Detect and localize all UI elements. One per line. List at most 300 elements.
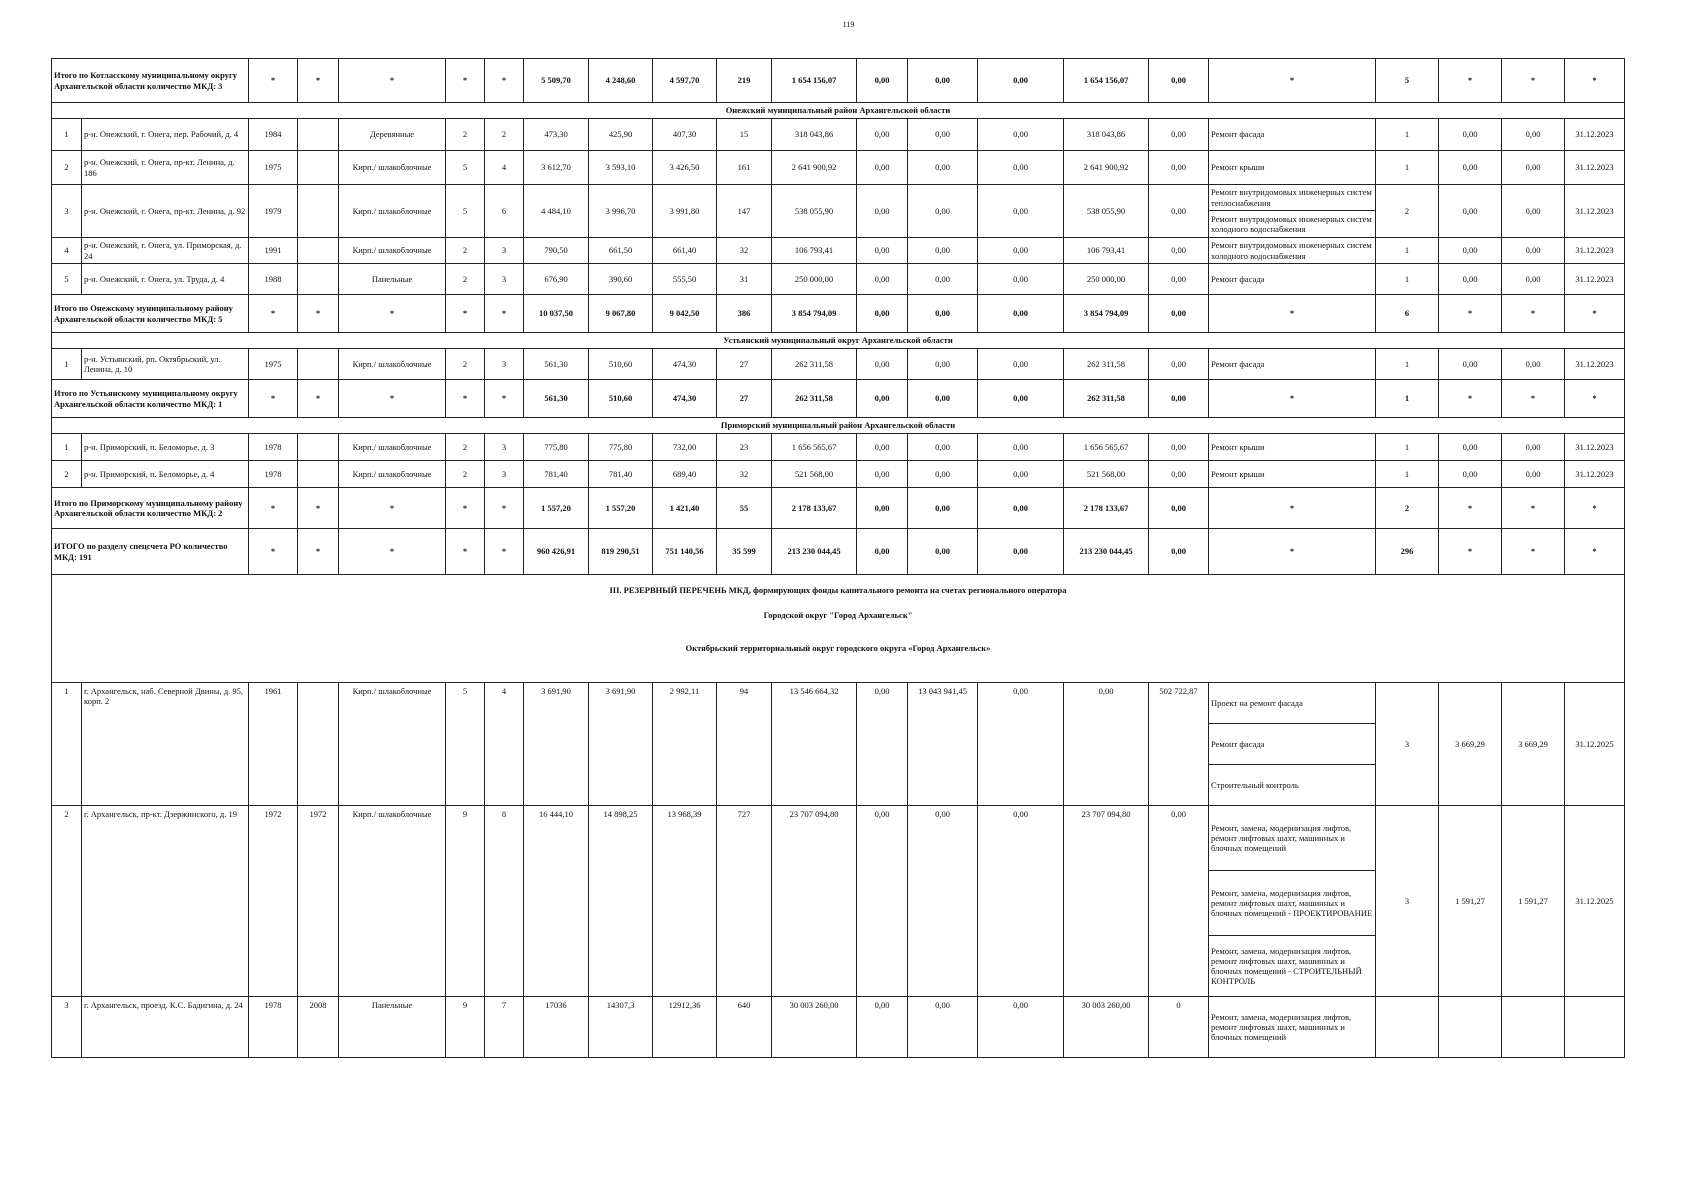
entrances: 3 [485, 349, 524, 380]
build-year: 1988 [249, 264, 298, 295]
entrances: 4 [485, 151, 524, 185]
total-value: 10 037,50 [524, 295, 589, 333]
fund-regional: 0,00 [908, 806, 978, 997]
renovation-year [298, 349, 339, 380]
total-value: 386 [717, 295, 772, 333]
row-number: 4 [52, 238, 82, 264]
total-value: 3 854 794,09 [1064, 295, 1149, 333]
total-value: 1 421,40 [653, 488, 717, 529]
fund-local: 0,00 [978, 119, 1064, 151]
fund-other: 0,00 [1149, 185, 1209, 238]
total-value: * [298, 380, 339, 418]
premises-area: 3 996,70 [589, 185, 653, 238]
house-address: г. Архангельск, наб. Северной Двины, д. 95, корп. 2 [82, 683, 249, 806]
fund-owners: 262 311,58 [1064, 349, 1149, 380]
fund-owners: 521 568,00 [1064, 461, 1149, 488]
total-value: * [1439, 295, 1502, 333]
work-types [1209, 806, 1376, 997]
total-value: 0,00 [908, 488, 978, 529]
residential-area: 407,30 [653, 119, 717, 151]
unit-cost-limit: 0,00 [1502, 349, 1565, 380]
work-count: 1 [1376, 434, 1439, 461]
reserve-section-header [52, 575, 1625, 683]
unit-cost-limit: 0,00 [1502, 461, 1565, 488]
completion-date: 31.12.2023 [1565, 434, 1625, 461]
fund-federal: 0,00 [857, 434, 908, 461]
fund-regional: 0,00 [908, 264, 978, 295]
total-value: * [1209, 380, 1376, 418]
house-row [52, 238, 1625, 264]
total-area: 3 691,90 [524, 683, 589, 806]
residential-area: 3 991,80 [653, 185, 717, 238]
work-type-item: Ремонт крыши [1211, 162, 1265, 173]
total-value: 0,00 [978, 380, 1064, 418]
total-row [52, 380, 1625, 418]
work-type-item: Ремонт фасада [1211, 273, 1265, 284]
work-type-item: Ремонт крыши [1211, 441, 1265, 452]
fund-regional: 0,00 [908, 434, 978, 461]
fund-regional: 13 043 941,45 [908, 683, 978, 806]
total-value: 0,00 [1149, 59, 1209, 103]
total-value: 219 [717, 59, 772, 103]
fund-other: 0,00 [1149, 434, 1209, 461]
total-value: * [249, 295, 298, 333]
reserve-district: Октябрьский территориальный округ городского округа «Город Архангельск» [685, 643, 991, 653]
work-types [1209, 997, 1376, 1058]
completion-date: 31.12.2025 [1565, 806, 1625, 997]
premises-area: 14307,3 [589, 997, 653, 1058]
house-row [52, 997, 1625, 1058]
house-row [52, 119, 1625, 151]
work-count: 2 [1376, 185, 1439, 238]
total-area: 781,40 [524, 461, 589, 488]
fund-owners: 23 707 094,80 [1064, 806, 1149, 997]
total-value: 0,00 [978, 295, 1064, 333]
repair-cost-total: 521 568,00 [772, 461, 857, 488]
total-area: 16 444,10 [524, 806, 589, 997]
total-value: * [1209, 295, 1376, 333]
unit-cost: 0,00 [1439, 238, 1502, 264]
entrances: 6 [485, 185, 524, 238]
total-value: 1 654 156,07 [772, 59, 857, 103]
total-value: * [1439, 59, 1502, 103]
total-value: 0,00 [857, 380, 908, 418]
total-value: * [1565, 295, 1625, 333]
total-value: * [485, 59, 524, 103]
residents-count: 32 [717, 461, 772, 488]
repair-cost-total: 30 003 260,00 [772, 997, 857, 1058]
total-area: 676,90 [524, 264, 589, 295]
premises-area: 425,90 [589, 119, 653, 151]
build-year: 1978 [249, 997, 298, 1058]
total-label: ИТОГО по разделу спецсчета РО количество МКД: 191 [52, 529, 249, 575]
work-type-item: Ремонт фасада [1209, 724, 1375, 765]
total-value: 1 [1376, 380, 1439, 418]
row-number: 3 [52, 185, 82, 238]
premises-area: 3 593,10 [589, 151, 653, 185]
fund-owners: 318 043,86 [1064, 119, 1149, 151]
unit-cost-limit: 0,00 [1502, 434, 1565, 461]
premises-area: 14 898,25 [589, 806, 653, 997]
renovation-year [298, 461, 339, 488]
repair-cost-total: 1 656 565,67 [772, 434, 857, 461]
total-value: * [249, 59, 298, 103]
total-value: * [339, 380, 446, 418]
house-address: р-н. Устьянский, рп. Октябрьский, ул. Ленина, д. 10 [82, 349, 249, 380]
build-year: 1975 [249, 349, 298, 380]
renovation-year [298, 238, 339, 264]
fund-local: 0,00 [978, 806, 1064, 997]
fund-federal: 0,00 [857, 806, 908, 997]
work-types [1209, 349, 1376, 380]
floors: 2 [446, 461, 485, 488]
total-value: * [1209, 529, 1376, 575]
fund-federal: 0,00 [857, 119, 908, 151]
renovation-year [298, 185, 339, 238]
fund-regional: 0,00 [908, 151, 978, 185]
capital-repair-table-sheet [51, 58, 1623, 1058]
total-value: * [298, 59, 339, 103]
total-area: 775,80 [524, 434, 589, 461]
total-value: 27 [717, 380, 772, 418]
total-value: 262 311,58 [772, 380, 857, 418]
total-area: 790,50 [524, 238, 589, 264]
completion-date: 31.12.2023 [1565, 264, 1625, 295]
renovation-year [298, 264, 339, 295]
total-value: 561,30 [524, 380, 589, 418]
repair-cost-total: 538 055,90 [772, 185, 857, 238]
unit-cost-limit [1502, 997, 1565, 1058]
entrances: 2 [485, 119, 524, 151]
entrances: 8 [485, 806, 524, 997]
total-value: * [446, 59, 485, 103]
house-row [52, 461, 1625, 488]
total-value: 819 290,51 [589, 529, 653, 575]
unit-cost: 1 591,27 [1439, 806, 1502, 997]
total-value: 0,00 [908, 59, 978, 103]
fund-local: 0,00 [978, 349, 1064, 380]
total-value: 0,00 [1149, 380, 1209, 418]
fund-federal: 0,00 [857, 185, 908, 238]
repair-cost-total: 318 043,86 [772, 119, 857, 151]
fund-other: 0,00 [1149, 238, 1209, 264]
row-number: 1 [52, 434, 82, 461]
total-row [52, 529, 1625, 575]
residents-count: 27 [717, 349, 772, 380]
total-value: 474,30 [653, 380, 717, 418]
house-address: р-н. Приморский, п. Беломорье, д. 4 [82, 461, 249, 488]
section-header: Приморский муниципальный район Архангельской области [52, 418, 1625, 434]
total-value: 9 067,80 [589, 295, 653, 333]
work-types [1209, 434, 1376, 461]
total-label: Итого по Устьянскому муниципальному округу Архангельской области количество МКД: 1 [52, 380, 249, 418]
completion-date: 31.12.2025 [1565, 683, 1625, 806]
total-value: * [298, 488, 339, 529]
fund-owners: 538 055,90 [1064, 185, 1149, 238]
fund-federal: 0,00 [857, 151, 908, 185]
fund-other: 0,00 [1149, 461, 1209, 488]
total-value: 213 230 044,45 [772, 529, 857, 575]
section-header-row [52, 103, 1625, 119]
section-header: Устьянский муниципальный округ Архангельской области [52, 333, 1625, 349]
wall-material: Кирп./ шлакоблочные [339, 151, 446, 185]
total-value: * [1565, 529, 1625, 575]
total-value: * [1209, 59, 1376, 103]
floors: 9 [446, 997, 485, 1058]
work-type-item: Ремонт внутридомовых инженерных систем холодного водоснабжения [1211, 240, 1372, 261]
total-label: Итого по Котласскому муниципальному округу Архангельской области количество МКД: 3 [52, 59, 249, 103]
work-type-item: Ремонт крыши [1211, 468, 1265, 479]
house-address: р-н. Онежский, г. Онега, ул. Труда, д. 4 [82, 264, 249, 295]
completion-date: 31.12.2023 [1565, 185, 1625, 238]
work-type-item: Ремонт, замена, модернизация лифтов, ремонт лифтовых шахт, машинных и блочных помещений - СТРОИТЕЛЬНЫЙ КОНТРОЛЬ [1211, 945, 1362, 987]
work-types [1209, 151, 1376, 185]
fund-local: 0,00 [978, 185, 1064, 238]
total-value: 262 311,58 [1064, 380, 1149, 418]
total-value: 0,00 [1149, 295, 1209, 333]
completion-date: 31.12.2023 [1565, 238, 1625, 264]
residents-count: 640 [717, 997, 772, 1058]
repair-cost-total: 23 707 094,80 [772, 806, 857, 997]
total-value: 0,00 [978, 529, 1064, 575]
unit-cost-limit: 0,00 [1502, 238, 1565, 264]
fund-other: 502 722,87 [1149, 683, 1209, 806]
fund-local: 0,00 [978, 238, 1064, 264]
entrances: 7 [485, 997, 524, 1058]
section-header-row [52, 418, 1625, 434]
entrances: 4 [485, 683, 524, 806]
fund-federal: 0,00 [857, 264, 908, 295]
residents-count: 31 [717, 264, 772, 295]
total-area: 561,30 [524, 349, 589, 380]
unit-cost-limit: 3 669,29 [1502, 683, 1565, 806]
completion-date: 31.12.2023 [1565, 461, 1625, 488]
total-value: 0,00 [857, 529, 908, 575]
total-value: 2 [1376, 488, 1439, 529]
renovation-year [298, 434, 339, 461]
total-value: 2 178 133,67 [772, 488, 857, 529]
total-value: 3 854 794,09 [772, 295, 857, 333]
work-type-item: Ремонт внутридомовых инженерных систем холодного водоснабжения [1211, 213, 1372, 234]
residential-area: 2 992,11 [653, 683, 717, 806]
fund-regional: 0,00 [908, 185, 978, 238]
total-value: 0,00 [857, 295, 908, 333]
premises-area: 3 691,90 [589, 683, 653, 806]
total-label: Итого по Приморскому муниципальному району Архангельской области количество МКД: 2 [52, 488, 249, 529]
residents-count: 94 [717, 683, 772, 806]
fund-owners: 1 656 565,67 [1064, 434, 1149, 461]
total-value: 35 599 [717, 529, 772, 575]
residents-count: 15 [717, 119, 772, 151]
work-type-item: Проект на ремонт фасада [1209, 683, 1375, 724]
work-types [1209, 461, 1376, 488]
premises-area: 390,60 [589, 264, 653, 295]
total-value: * [1565, 488, 1625, 529]
total-value: * [1565, 380, 1625, 418]
total-value: 213 230 044,45 [1064, 529, 1149, 575]
fund-other: 0,00 [1149, 151, 1209, 185]
premises-area: 775,80 [589, 434, 653, 461]
repair-cost-total: 250 000,00 [772, 264, 857, 295]
reserve-subtitle: Городской округ "Город Архангельск" [763, 610, 913, 620]
row-number: 2 [52, 461, 82, 488]
wall-material: Кирп./ шлакоблочные [339, 434, 446, 461]
total-value: 0,00 [1149, 529, 1209, 575]
work-count: 3 [1376, 806, 1439, 997]
total-value: * [1502, 380, 1565, 418]
premises-area: 661,50 [589, 238, 653, 264]
repair-cost-total: 262 311,58 [772, 349, 857, 380]
fund-local: 0,00 [978, 264, 1064, 295]
total-value: * [1439, 488, 1502, 529]
repair-cost-total: 2 641 900,92 [772, 151, 857, 185]
work-types [1209, 185, 1376, 238]
total-value: 4 597,70 [653, 59, 717, 103]
unit-cost: 3 669,29 [1439, 683, 1502, 806]
total-value: 0,00 [978, 59, 1064, 103]
work-type-item: Ремонт, замена, модернизация лифтов, ремонт лифтовых шахт, машинных и блочных помещений - ПРОЕКТИРОВАНИЕ [1209, 871, 1375, 936]
work-types [1209, 683, 1376, 806]
floors: 2 [446, 264, 485, 295]
work-type-item: Ремонт фасада [1211, 358, 1265, 369]
house-address: р-н. Онежский, г. Онега, пр-кт. Ленина, д. 186 [82, 151, 249, 185]
total-value: 960 426,91 [524, 529, 589, 575]
residential-area: 12912,36 [653, 997, 717, 1058]
section-header: Онежский муниципальный район Архангельской области [52, 103, 1625, 119]
build-year: 1984 [249, 119, 298, 151]
total-value: 510,60 [589, 380, 653, 418]
wall-material: Панельные [339, 264, 446, 295]
entrances: 3 [485, 238, 524, 264]
work-count: 1 [1376, 119, 1439, 151]
total-value: 0,00 [857, 59, 908, 103]
total-value: * [298, 529, 339, 575]
residents-count: 23 [717, 434, 772, 461]
total-value: 0,00 [1149, 488, 1209, 529]
wall-material: Кирп./ шлакоблочные [339, 461, 446, 488]
unit-cost-limit: 0,00 [1502, 264, 1565, 295]
total-value: * [298, 295, 339, 333]
total-value: 55 [717, 488, 772, 529]
build-year: 1972 [249, 806, 298, 997]
unit-cost: 0,00 [1439, 461, 1502, 488]
floors: 5 [446, 185, 485, 238]
total-value: 0,00 [857, 488, 908, 529]
reserve-title: III. РЕЗЕРВНЫЙ ПЕРЕЧЕНЬ МКД, формирующих фонды капитального ремонта на счетах регионального оператора [609, 585, 1067, 595]
total-value: * [1502, 295, 1565, 333]
floors: 5 [446, 151, 485, 185]
floors: 5 [446, 683, 485, 806]
page-number: 119 [842, 20, 855, 29]
total-value: 0,00 [908, 529, 978, 575]
house-address: р-н. Приморский, п. Беломорье, д. 3 [82, 434, 249, 461]
wall-material: Кирп./ шлакоблочные [339, 238, 446, 264]
house-address: р-н. Онежский, г. Онега, пер. Рабочий, д. 4 [82, 119, 249, 151]
fund-local: 0,00 [978, 151, 1064, 185]
work-types [1209, 264, 1376, 295]
residents-count: 147 [717, 185, 772, 238]
fund-federal: 0,00 [857, 461, 908, 488]
unit-cost: 0,00 [1439, 185, 1502, 238]
repair-cost-total: 13 546 664,32 [772, 683, 857, 806]
renovation-year [298, 119, 339, 151]
floors: 2 [446, 434, 485, 461]
fund-local: 0,00 [978, 434, 1064, 461]
house-row [52, 349, 1625, 380]
unit-cost-limit: 0,00 [1502, 151, 1565, 185]
wall-material: Кирп./ шлакоблочные [339, 683, 446, 806]
fund-regional: 0,00 [908, 119, 978, 151]
entrances: 3 [485, 264, 524, 295]
unit-cost: 0,00 [1439, 119, 1502, 151]
fund-other: 0,00 [1149, 264, 1209, 295]
row-number: 1 [52, 683, 82, 806]
fund-federal: 0,00 [857, 238, 908, 264]
work-count: 3 [1376, 683, 1439, 806]
repair-cost-total: 106 793,41 [772, 238, 857, 264]
total-area: 3 612,70 [524, 151, 589, 185]
work-type-item: Ремонт фасада [1211, 129, 1265, 140]
work-count: 1 [1376, 151, 1439, 185]
total-value: * [339, 295, 446, 333]
fund-owners: 106 793,41 [1064, 238, 1149, 264]
entrances: 3 [485, 461, 524, 488]
fund-owners: 250 000,00 [1064, 264, 1149, 295]
residential-area: 689,40 [653, 461, 717, 488]
premises-area: 781,40 [589, 461, 653, 488]
residential-area: 13 968,39 [653, 806, 717, 997]
total-value: * [485, 295, 524, 333]
completion-date: 31.12.2023 [1565, 349, 1625, 380]
unit-cost: 0,00 [1439, 349, 1502, 380]
work-count: 1 [1376, 264, 1439, 295]
total-value: 9 042,50 [653, 295, 717, 333]
total-value: * [249, 380, 298, 418]
work-types [1209, 238, 1376, 264]
total-value: * [249, 529, 298, 575]
residents-count: 32 [717, 238, 772, 264]
total-row [52, 488, 1625, 529]
total-area: 473,30 [524, 119, 589, 151]
fund-federal: 0,00 [857, 683, 908, 806]
work-count: 1 [1376, 461, 1439, 488]
total-value: 4 248,60 [589, 59, 653, 103]
work-count [1376, 997, 1439, 1058]
total-value: 0,00 [978, 488, 1064, 529]
completion-date: 31.12.2023 [1565, 119, 1625, 151]
total-value: 5 509,70 [524, 59, 589, 103]
build-year: 1961 [249, 683, 298, 806]
unit-cost: 0,00 [1439, 264, 1502, 295]
house-address: г. Архангельск, проезд. К.С. Бадигина, д. 24 [82, 997, 249, 1058]
unit-cost [1439, 997, 1502, 1058]
work-count: 1 [1376, 238, 1439, 264]
build-year: 1991 [249, 238, 298, 264]
fund-local: 0,00 [978, 461, 1064, 488]
fund-local: 0,00 [978, 997, 1064, 1058]
work-count: 1 [1376, 349, 1439, 380]
total-row [52, 295, 1625, 333]
total-value: 6 [1376, 295, 1439, 333]
build-year: 1979 [249, 185, 298, 238]
house-row [52, 683, 1625, 806]
work-type-item: Ремонт внутридомовых инженерных систем теплоснабжения [1209, 185, 1375, 211]
fund-regional: 0,00 [908, 238, 978, 264]
total-value: 2 178 133,67 [1064, 488, 1149, 529]
total-value: * [1209, 488, 1376, 529]
fund-federal: 0,00 [857, 997, 908, 1058]
total-value: * [485, 380, 524, 418]
